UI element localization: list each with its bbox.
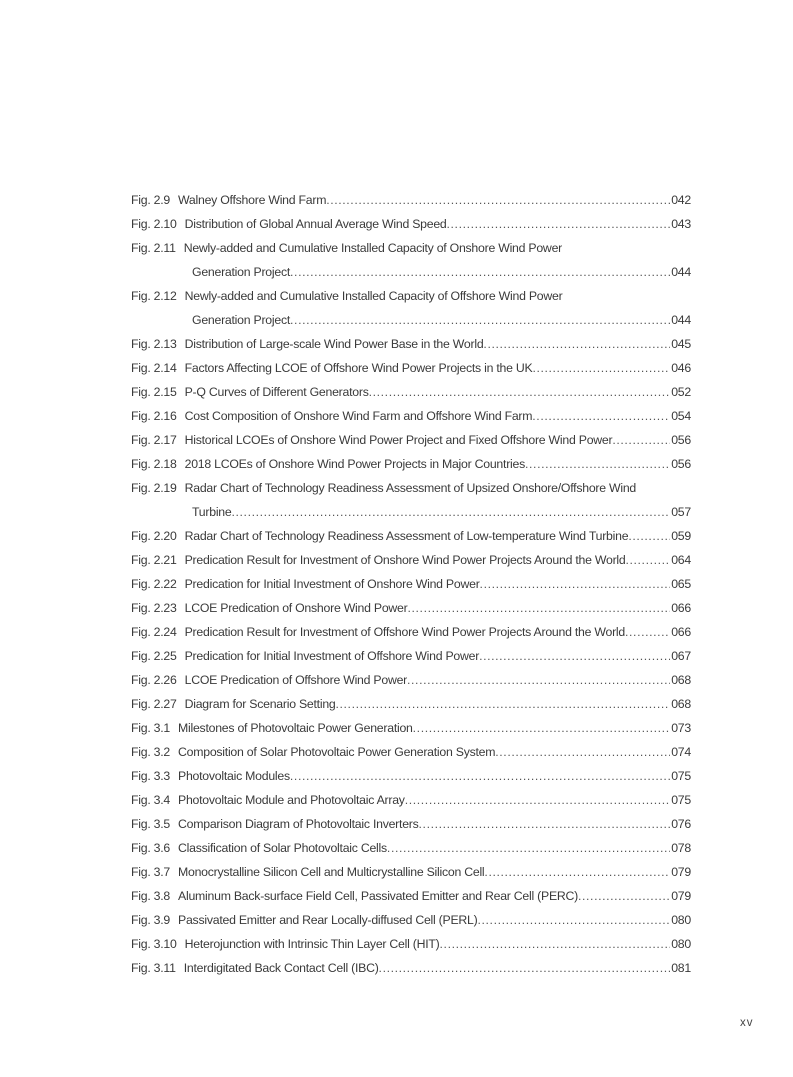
figure-title: Photovoltaic Modules <box>178 769 290 783</box>
page-ref: 067 <box>671 649 691 663</box>
figure-title: Predication Result for Investment of Offshore Wind Power Projects Around the World <box>184 625 626 639</box>
page-ref: 054 <box>671 409 691 423</box>
figure-title: Classification of Solar Photovoltaic Cells <box>178 841 387 855</box>
toc-entry-line <box>131 596 691 620</box>
figure-title: Predication for Initial Investment of Offshore Wind Power <box>184 649 480 663</box>
page-ref: 080 <box>671 913 691 927</box>
figure-label: Fig. 3.3 <box>131 769 171 783</box>
toc-entry-line <box>131 476 691 500</box>
list-of-figures <box>131 188 691 980</box>
dot-leader <box>290 260 670 284</box>
figure-label: Fig. 2.25 <box>131 649 177 663</box>
toc-entry-line <box>131 572 691 596</box>
page-ref: 066 <box>671 601 691 615</box>
dot-leader <box>440 932 671 956</box>
figure-label: Fig. 2.17 <box>131 433 177 447</box>
toc-entry-line <box>131 644 691 668</box>
figure-title: Newly-added and Cumulative Installed Capacity of Onshore Wind Power <box>183 241 562 255</box>
figure-label: Fig. 2.23 <box>131 601 177 615</box>
figure-title: Distribution of Large-scale Wind Power Base in the World <box>184 337 484 351</box>
figure-label: Fig. 3.10 <box>131 937 177 951</box>
figure-label: Fig. 3.4 <box>131 793 171 807</box>
dot-leader <box>447 212 671 236</box>
toc-entry-line <box>131 860 691 884</box>
toc-entry-line <box>131 500 691 524</box>
dot-leader <box>578 884 670 908</box>
figure-label: Fig. 2.22 <box>131 577 177 591</box>
page-ref: 046 <box>671 361 691 375</box>
figure-title: Predication Result for Investment of Onshore Wind Power Projects Around the World <box>184 553 626 567</box>
figure-label: Fig. 2.21 <box>131 553 177 567</box>
toc-entry-line <box>131 764 691 788</box>
dot-leader <box>326 188 670 212</box>
figure-title: Walney Offshore Wind Farm <box>178 193 327 207</box>
toc-entry-line <box>131 956 691 980</box>
dot-leader <box>408 596 671 620</box>
toc-entry-line <box>131 404 691 428</box>
dot-leader <box>405 788 671 812</box>
figure-title: Predication for Initial Investment of Onshore Wind Power <box>184 577 480 591</box>
dot-leader <box>290 764 670 788</box>
figure-title: Historical LCOEs of Onshore Wind Power Project and Fixed Offshore Wind Power <box>184 433 613 447</box>
page-number: xv <box>740 1017 754 1029</box>
toc-entry-line <box>131 788 691 812</box>
page-ref: 075 <box>671 769 691 783</box>
toc-entry-line <box>131 668 691 692</box>
page-ref: 059 <box>671 529 691 543</box>
toc-entry-line <box>131 332 691 356</box>
toc-entry-line <box>131 428 691 452</box>
dot-leader <box>495 740 670 764</box>
figure-title: Interdigitated Back Contact Cell (IBC) <box>183 961 379 975</box>
figure-label: Fig. 3.1 <box>131 721 171 735</box>
toc-entry-line <box>131 236 691 260</box>
figure-label: Fig. 2.15 <box>131 385 177 399</box>
dot-leader <box>369 380 671 404</box>
toc-entry-line <box>131 284 691 308</box>
figure-title: LCOE Predication of Onshore Wind Power <box>184 601 408 615</box>
figure-title: Composition of Solar Photovoltaic Power Generation System <box>178 745 496 759</box>
figure-label: Fig. 2.16 <box>131 409 177 423</box>
page-ref: 081 <box>671 961 691 975</box>
dot-leader <box>379 956 671 980</box>
figure-label: Fig. 2.14 <box>131 361 177 375</box>
toc-entry-line <box>131 908 691 932</box>
figure-title: Comparison Diagram of Photovoltaic Inverters <box>178 817 419 831</box>
page-ref: 044 <box>671 313 691 327</box>
toc-entry-line <box>131 716 691 740</box>
figure-title: Generation Project <box>192 265 291 279</box>
dot-leader <box>407 668 670 692</box>
figure-label: Fig. 2.24 <box>131 625 177 639</box>
page-ref: 080 <box>671 937 691 951</box>
toc-entry-line <box>131 452 691 476</box>
figure-label: Fig. 3.2 <box>131 745 171 759</box>
dot-leader <box>290 308 670 332</box>
dot-leader <box>483 332 670 356</box>
page-ref: 079 <box>671 865 691 879</box>
figure-title: Milestones of Photovoltaic Power Generation <box>178 721 413 735</box>
figure-title: Generation Project <box>192 313 291 327</box>
figure-title: Cost Composition of Onshore Wind Farm and Offshore Wind Farm <box>184 409 533 423</box>
figure-label: Fig. 2.11 <box>131 241 176 255</box>
toc-entry-line <box>131 836 691 860</box>
figure-title: 2018 LCOEs of Onshore Wind Power Projects in Major Countries <box>184 457 526 471</box>
page-ref: 057 <box>671 505 691 519</box>
dot-leader <box>532 404 670 428</box>
dot-leader <box>625 548 670 572</box>
figure-title: Distribution of Global Annual Average Wind Speed <box>184 217 447 231</box>
toc-entry-line <box>131 548 691 572</box>
figure-label: Fig. 3.7 <box>131 865 171 879</box>
dot-leader <box>232 500 671 524</box>
figure-title: Turbine <box>192 505 232 519</box>
page-ref: 074 <box>671 745 691 759</box>
figure-title: LCOE Predication of Offshore Wind Power <box>184 673 408 687</box>
page-ref: 076 <box>671 817 691 831</box>
figure-label: Fig. 3.6 <box>131 841 171 855</box>
figure-title: Newly-added and Cumulative Installed Capacity of Offshore Wind Power <box>184 289 563 303</box>
page-ref: 075 <box>671 793 691 807</box>
figure-label: Fig. 3.9 <box>131 913 171 927</box>
figure-label: Fig. 3.5 <box>131 817 171 831</box>
page-ref: 064 <box>671 553 691 567</box>
page-ref: 044 <box>671 265 691 279</box>
dot-leader <box>413 716 671 740</box>
toc-entry-line <box>131 620 691 644</box>
figure-label: Fig. 2.26 <box>131 673 177 687</box>
toc-entry-line <box>131 308 691 332</box>
page-ref: 078 <box>671 841 691 855</box>
page-ref: 056 <box>671 457 691 471</box>
dot-leader <box>336 692 671 716</box>
dot-leader <box>532 356 670 380</box>
dot-leader <box>387 836 670 860</box>
toc-entry-line <box>131 884 691 908</box>
page-ref: 066 <box>671 625 691 639</box>
toc-entry-line <box>131 740 691 764</box>
page-ref: 068 <box>671 673 691 687</box>
figure-title: Aluminum Back-surface Field Cell, Passivated Emitter and Rear Cell (PERC) <box>178 889 578 903</box>
figure-title: P-Q Curves of Different Generators <box>184 385 369 399</box>
figure-label: Fig. 2.12 <box>131 289 177 303</box>
toc-entry-line <box>131 212 691 236</box>
page-ref: 056 <box>671 433 691 447</box>
figure-label: Fig. 2.13 <box>131 337 177 351</box>
figure-title: Diagram for Scenario Setting <box>184 697 336 711</box>
figure-title: Factors Affecting LCOE of Offshore Wind Power Projects in the UK <box>184 361 533 375</box>
dot-leader <box>478 908 671 932</box>
dot-leader <box>612 428 670 452</box>
figure-label: Fig. 2.18 <box>131 457 177 471</box>
toc-entry-line <box>131 380 691 404</box>
figure-title: Monocrystalline Silicon Cell and Multicrystalline Silicon Cell <box>178 865 485 879</box>
figure-title: Radar Chart of Technology Readiness Assessment of Upsized Onshore/Offshore Wind <box>184 481 637 495</box>
toc-entry-line <box>131 356 691 380</box>
figure-label: Fig. 3.11 <box>131 961 176 975</box>
toc-entry-line <box>131 188 691 212</box>
figure-title: Heterojunction with Intrinsic Thin Layer Cell (HIT) <box>184 937 440 951</box>
figure-label: Fig. 2.9 <box>131 193 171 207</box>
dot-leader <box>484 860 670 884</box>
figure-label: Fig. 3.8 <box>131 889 171 903</box>
figure-label: Fig. 2.19 <box>131 481 177 495</box>
figure-label: Fig. 2.20 <box>131 529 177 543</box>
figure-title: Passivated Emitter and Rear Locally-diffused Cell (PERL) <box>178 913 478 927</box>
page-ref: 079 <box>671 889 691 903</box>
page-ref: 045 <box>671 337 691 351</box>
toc-entry-line <box>131 932 691 956</box>
page-ref: 052 <box>671 385 691 399</box>
figure-title: Photovoltaic Module and Photovoltaic Array <box>178 793 405 807</box>
page-ref: 065 <box>671 577 691 591</box>
figure-label: Fig. 2.10 <box>131 217 177 231</box>
toc-entry-line <box>131 692 691 716</box>
page-ref: 043 <box>671 217 691 231</box>
figure-title: Radar Chart of Technology Readiness Assessment of Low-temperature Wind Turbine <box>184 529 629 543</box>
toc-entry-line <box>131 524 691 548</box>
toc-entry-line <box>131 260 691 284</box>
toc-entry-line <box>131 812 691 836</box>
dot-leader <box>525 452 670 476</box>
figure-label: Fig. 2.27 <box>131 697 177 711</box>
dot-leader <box>628 524 670 548</box>
page-ref: 042 <box>671 193 691 207</box>
dot-leader <box>625 620 670 644</box>
dot-leader <box>480 572 671 596</box>
dot-leader <box>479 644 670 668</box>
page-ref: 073 <box>671 721 691 735</box>
dot-leader <box>419 812 671 836</box>
page-ref: 068 <box>671 697 691 711</box>
